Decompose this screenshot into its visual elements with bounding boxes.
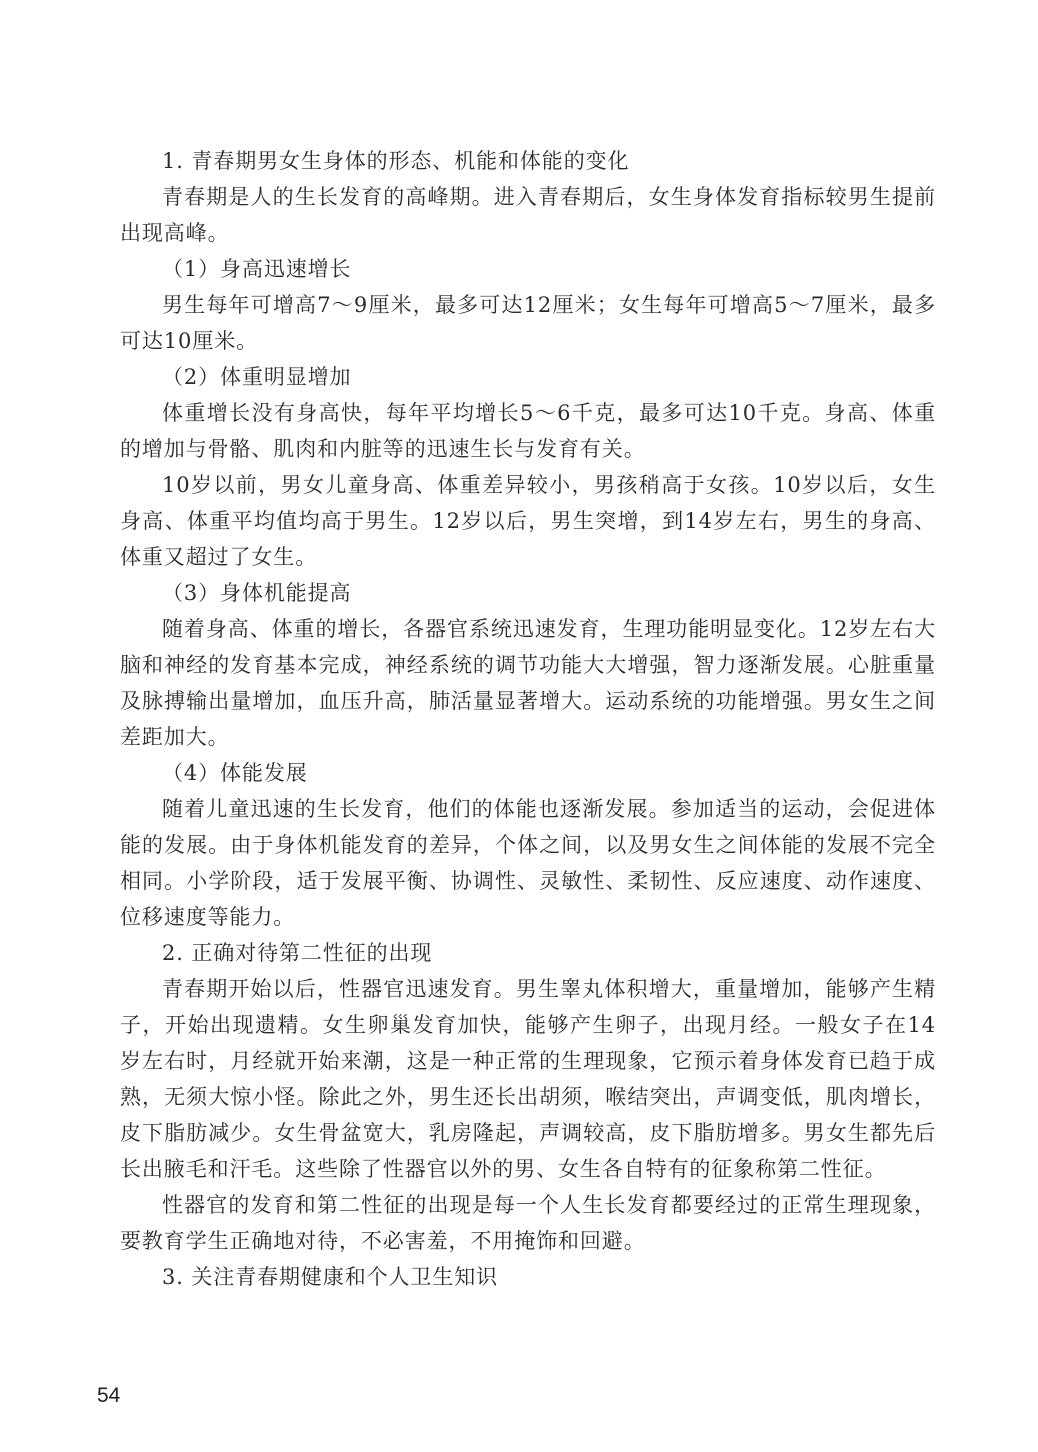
section-heading: 2. 正确对待第二性征的出现 (162, 941, 433, 965)
subheading: （4）体能发展 (162, 761, 308, 785)
page-body (120, 143, 936, 1295)
paragraph: 性器官的发育和第二性征的出现是每一个人生长发育都要经过的正常生理现象，要教育学生正确地对待，不必害羞，不用掩饰和回避。 (120, 1193, 936, 1253)
paragraph: 10岁以前，男女儿童身高、体重差异较小，男孩稍高于女孩。10岁以后，女生身高、体重平均值均高于男生。12岁以后，男生突增，到14岁左右，男生的身高、体重又超过了女生。 (120, 473, 936, 569)
subheading: （3）身体机能提高 (162, 581, 352, 605)
paragraph: 体重增长没有身高快，每年平均增长5～6千克，最多可达10千克。身高、体重的增加与骨骼、肌肉和内脏等的迅速生长与发育有关。 (120, 401, 936, 461)
subheading: （1）身高迅速增长 (162, 257, 352, 281)
subheading: （2）体重明显增加 (162, 365, 352, 389)
paragraph: 男生每年可增高7～9厘米，最多可达12厘米；女生每年可增高5～7厘米，最多可达10厘米。 (120, 293, 936, 353)
paragraph: 随着儿童迅速的生长发育，他们的体能也逐渐发展。参加适当的运动，会促进体能的发展。由于身体机能发育的差异，个体之间，以及男女生之间体能的发展不完全相同。小学阶段，适于发展平衡、协调性、灵敏性、柔韧性、反应速度、动作速度、位移速度等能力。 (120, 797, 936, 929)
paragraph: 青春期是人的生长发育的高峰期。进入青春期后，女生身体发育指标较男生提前出现高峰。 (120, 185, 936, 245)
page-number: 54 (97, 1384, 121, 1407)
paragraph: 青春期开始以后，性器官迅速发育。男生睾丸体积增大，重量增加，能够产生精子，开始出现遗精。女生卵巢发育加快，能够产生卵子，出现月经。一般女子在14岁左右时，月经就开始来潮，这是一种正常的生理现象，它预示着身体发育已趋于成熟，无须大惊小怪。除此之外，男生还长出胡须，喉结突出，声调变低，肌肉增长，皮下脂肪减少。女生骨盆宽大，乳房隆起，声调较高，皮下脂肪增多。男女生都先后长出腋毛和汗毛。这些除了性器官以外的男、女生各自特有的征象称第二性征。 (120, 977, 936, 1181)
paragraph: 随着身高、体重的增长，各器官系统迅速发育，生理功能明显变化。12岁左右大脑和神经的发育基本完成，神经系统的调节功能大大增强，智力逐渐发展。心脏重量及脉搏输出量增加，血压升高，肺活量显著增大。运动系统的功能增强。男女生之间差距加大。 (120, 617, 936, 749)
section-heading: 3. 关注青春期健康和个人卫生知识 (162, 1265, 499, 1289)
section-heading: 1. 青春期男女生身体的形态、机能和体能的变化 (162, 149, 630, 173)
